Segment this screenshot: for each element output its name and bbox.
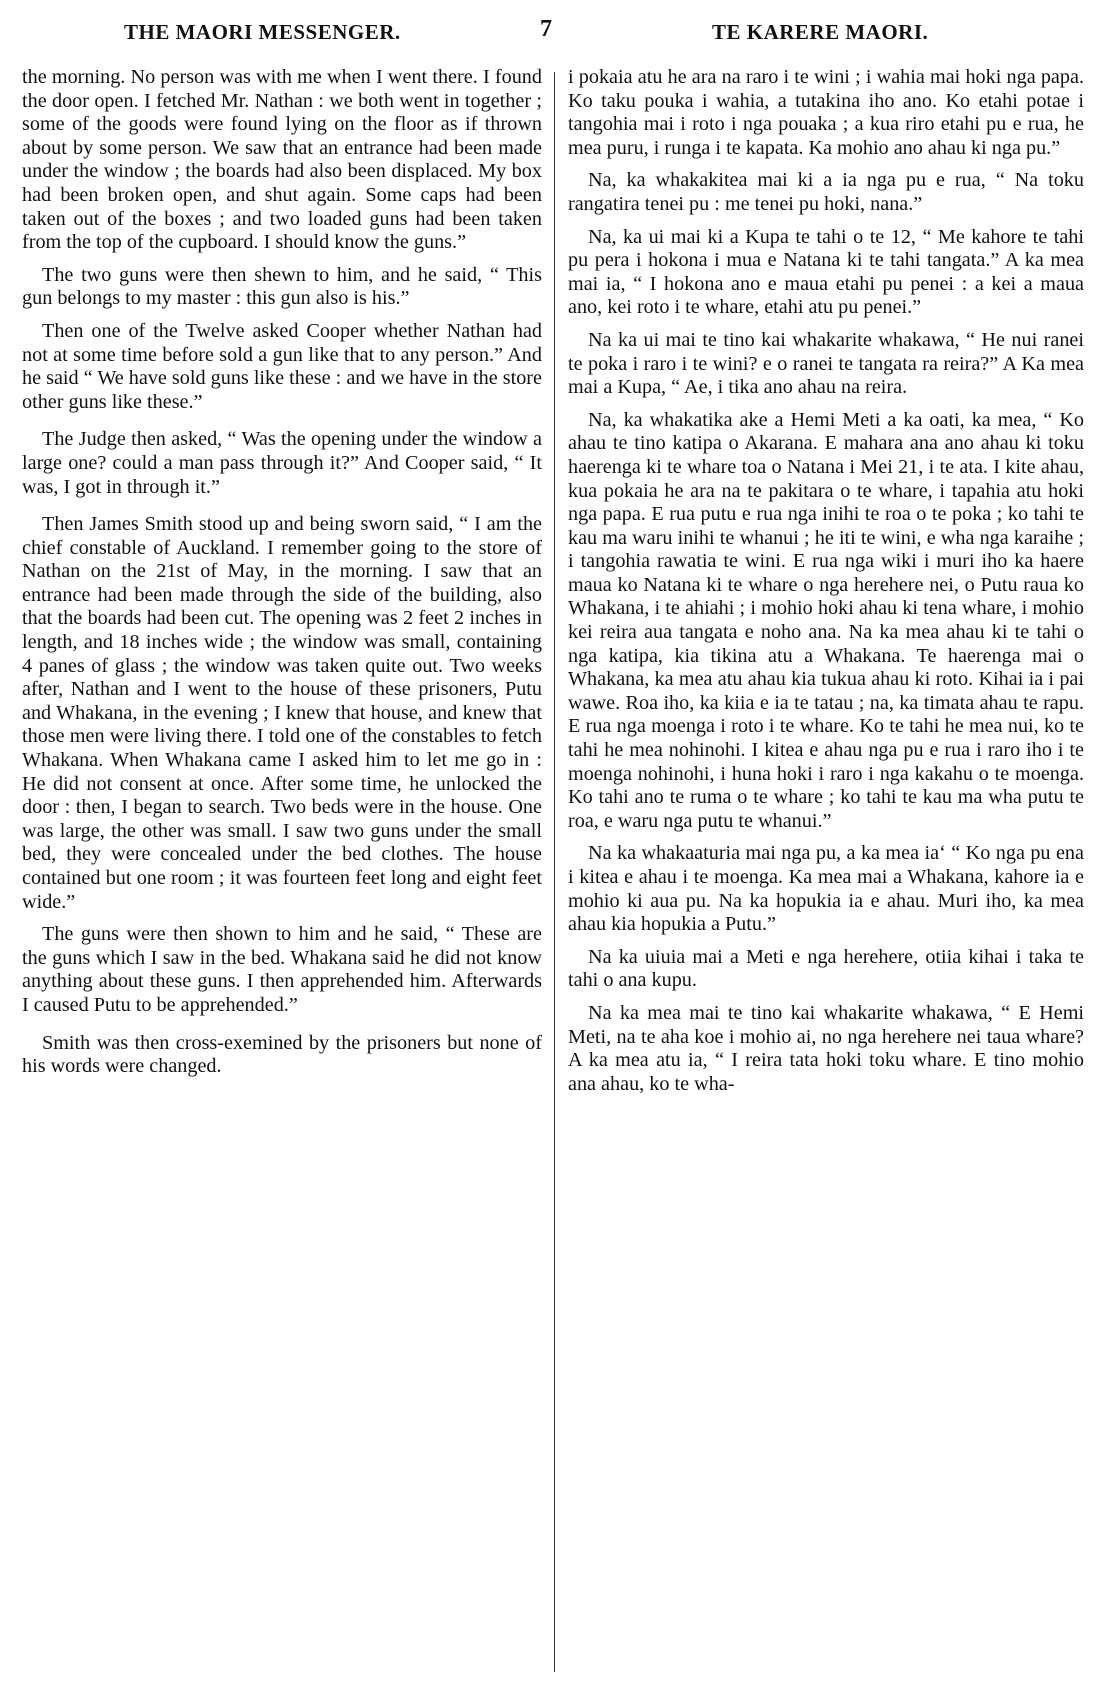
maori-masthead: TE KARERE MAORI. [712,20,929,44]
newspaper-page [22,14,1094,1682]
english-column [22,66,542,1676]
page-number: 7 [540,16,553,42]
maori-column [568,66,1084,1676]
english-paragraph: the morning. No person was with me when I went there. I found the door open. I fetched Mr. Nathan : we both went in together ; some of the goods were found lying on the floor as if thrown about by some person. We saw that an entrance had been made under the window ; the boards had also been displaced. My box had been broken open, and shut again. Some caps had been taken out of the boxes ; and two loaded guns had been taken from the top of the cupboard. I should know the guns.” [22,66,542,254]
maori-paragraph: Na ka uiuia mai a Meti e nga herehere, otiia kihai i taka te tahi o ana kupu. [568,945,1084,992]
maori-paragraph: Na ka ui mai te tino kai whakarite whakawa, “ He nui ranei te poka i raro i te wini? e o ranei te tangata ra reira?” A Ka mea mai a Kupa, “ Ae, i tika ano ahau na reira. [568,328,1084,399]
english-paragraph: The Judge then asked, “ Was the opening under the window a large one? could a man pass through it?” And Cooper said, “ It was, I got in through it.” [22,428,542,498]
article-columns [22,66,1094,1676]
maori-paragraph: i pokaia atu he ara na raro i te wini ; i wahia mai hoki nga papa. Ko taku pouka i wahia, a tutakina iho ano. Ko etahi potae i tangohia mai i roto i nga pouaka ; a kua riro etahi pu e rua, he mea puru, i runga i te kapata. Ka mohio ano ahau ki nga pu.” [568,66,1084,159]
maori-paragraph: Na ka whakaaturia mai nga pu, a ka mea ia‘ “ Ko nga pu ena i kitea e ahau i te moenga. Ka mea mai a Whakana, kahore ia e mohio ki aua pu. Na ka hopukia ia e ahau. Muri iho, ka mea ahau kia hopukia a Putu.” [568,842,1084,936]
english-paragraph: The guns were then shown to him and he said, “ These are the guns which I saw in the bed. Whakana said he did not know anything about these guns. I then apprehended him. Afterwards I caused Putu to be apprehended.” [22,923,542,1016]
maori-paragraph: Na, ka ui mai ki a Kupa te tahi o te 12, “ Me kahore te tahi pu pera i hokona i mua e Natana ki te tahi tangata.” A ka mea mai ia, “ I hokona ano e maua etahi pu penei : a kei a maua ano, kei roto i te whare, etahi atu pu penei.” [568,225,1084,319]
english-paragraph: The two guns were then shewn to him, and he said, “ This gun belongs to my master : this gun also is his.” [22,263,542,310]
english-paragraph: Then James Smith stood up and being sworn said, “ I am the chief constable of Auckland. I remember going to the store of Nathan on the 21st of May, in the morning. I saw that an entrance had been made through the side of the building, also that the boards had been cut. The opening was 2 feet 2 inches in length, and 18 inches wide ; the window was small, containing 4 panes of glass ; the window was taken quite out. Two weeks after, Nathan and I went to the house of these prisoners, Putu and Whakana, in the evening ; I knew that house, and knew that those men were living there. I told one of the constables to fetch Whakana. When Whakana came I asked him to let me go in : He did not consent at once. After some time, he unlocked the door : then, I began to search. Two beds were in the house. One was large, the other was small. I saw two guns under the small bed, they were concealed under the bed clothes. The house contained but one room ; it was fourteen feet long and eight feet wide.” [22,513,542,913]
page-header [22,14,1094,50]
english-masthead: THE MAORI MESSENGER. [124,20,401,44]
maori-paragraph: Na ka mea mai te tino kai whakarite whakawa, “ E Hemi Meti, na te aha koe i mohio ai, no nga herehere nei taua whare? A ka mea atu ia, “ I reira tata hoki toku whare. E tino mohio ana ahau, ko te wha- [568,1001,1084,1095]
english-paragraph: Then one of the Twelve asked Cooper whether Nathan had not at some time before sold a gun like that to any person.” And he said “ We have sold guns like these : and we have in the store other guns like these.” [22,319,542,413]
maori-paragraph: Na, ka whakakitea mai ki a ia nga pu e rua, “ Na toku rangatira tenei pu : me tenei pu hoki, nana.” [568,169,1084,215]
english-paragraph: Smith was then cross-exemined by the prisoners but none of his words were changed. [22,1031,542,1078]
maori-paragraph: Na, ka whakatika ake a Hemi Meti a ka oati, ka mea, “ Ko ahau te tino katipa o Akarana. E mahara ana ano ahau ki toku haerenga ki te whare toa o Natana i Mei 21, i te ata. I kite ahau, kua pokaia he ara na te pakitara o te whare, i tapahia atu hoki nga papa. E rua putu e rua nga inihi te roa o te poka ; ko tahi te kau ma waru inihi te whanui ; he iti te wini, e wha nga karaihe ; i tangohia rawatia te wini. E rua nga wiki i muri iho ka haere maua ko Natana ki te whare o nga herehere nei, o Putu raua ko Whakana, i te ahiahi ; i mohio hoki ahau ki tena whare, i mohio kei reira aua tangata e noho ana. Na ka mea ahau ki te tahi o nga katipa, kia tikina atu a Whakana. Te haerenga mai o Whakana, ka mea atu ahau kia tukua ahau ki roto. Kihai ia i pai wawe. Roa iho, ka kiia e ia te tatau ; na, ka timata ahau te rapu. E rua nga moenga i roto i te whare. Ko te tahi he mea nui, ko te tahi he mea nohinohi. I kitea e ahau nga pu e rua i raro iho i te moenga nohinohi, i huna hoki i raro i nga kakahu o te moenga. Ko tahi ano te ruma o te whare ; ko tahi te kau ma wha putu te roa, e waru nga putu te whanui.” [568,408,1084,832]
